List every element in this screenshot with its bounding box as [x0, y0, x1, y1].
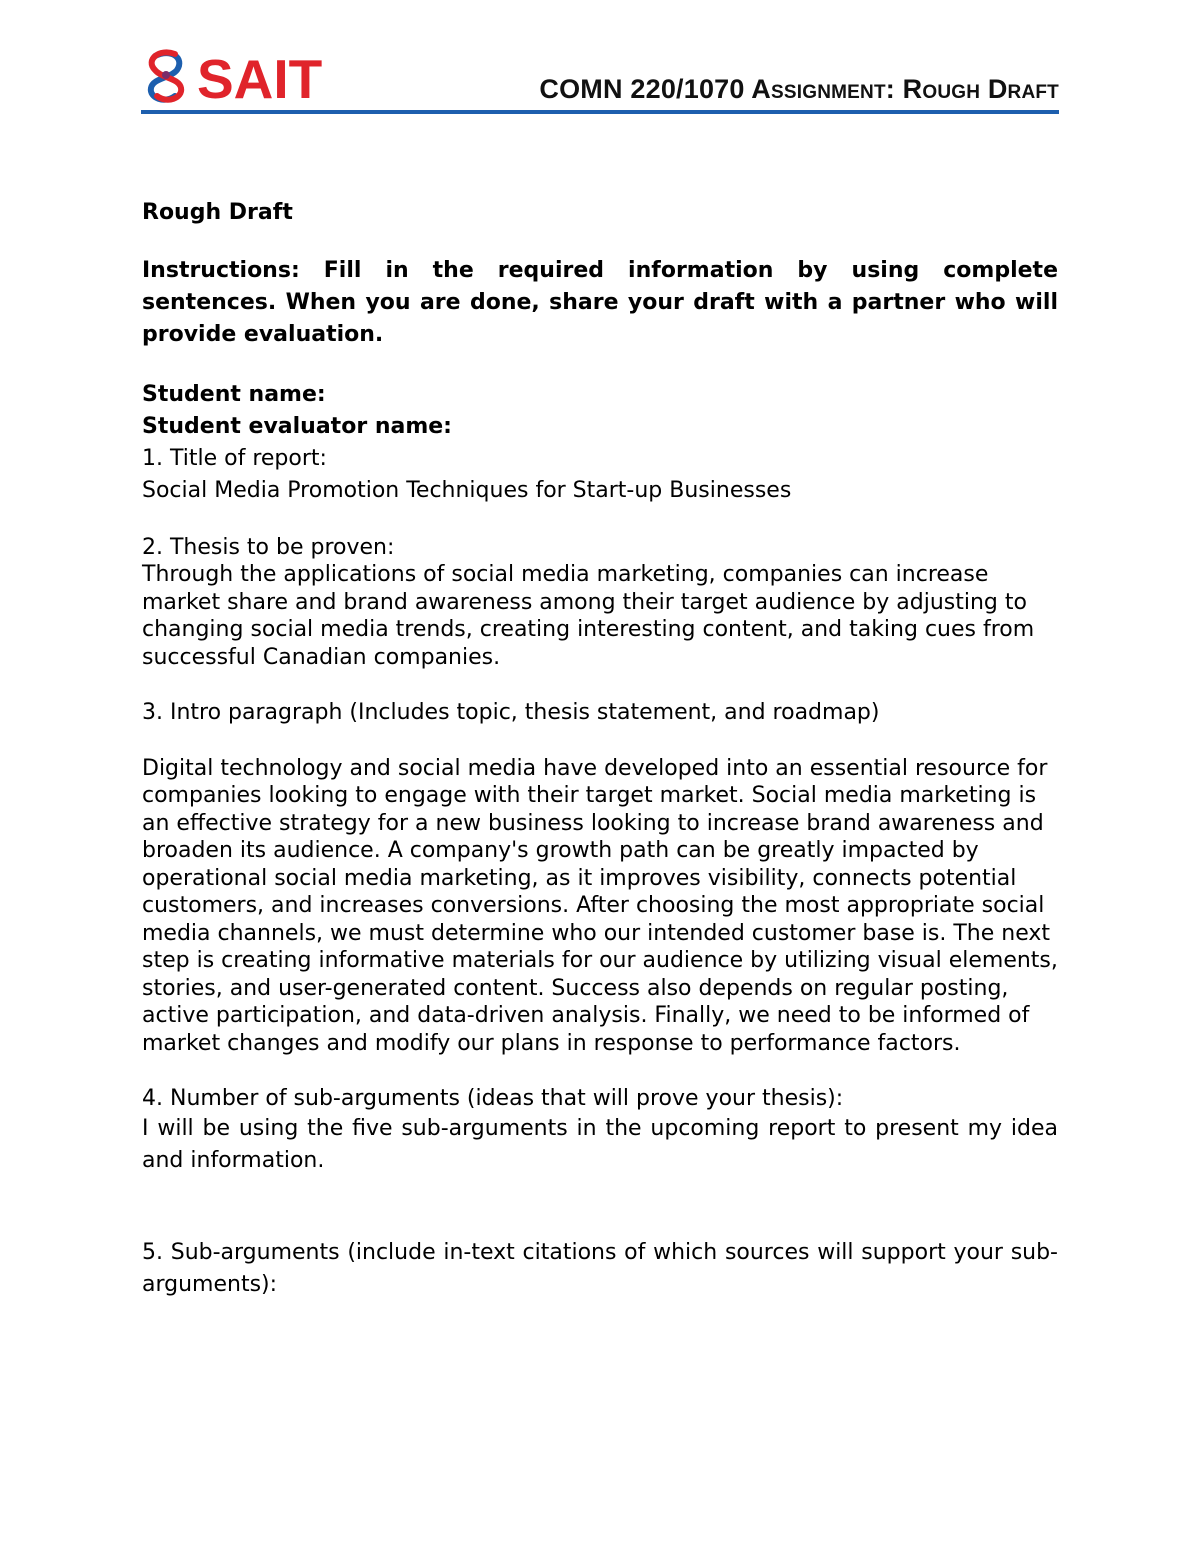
evaluator-name-label: Student evaluator name: — [142, 413, 452, 439]
q3-answer: Digital technology and social media have developed into an essential resource for companies looking to engage with their target market. Social media marketing is an effective strategy for a new business looking to increase brand awareness and broaden its audience. A company's growth path can be greatly impacted by operational social media marketing, as it improves visibility, connects potential customers, and increases conversions. After choosing the most appropriate social media channels, we must determine who our intended customer base is. The next step is creating informative materials for our audience by utilizing visual elements, stories, and user-generated content. Success also depends on regular posting, active participation, and data-driven analysis. Finally, we need to be informed of market changes and modify our plans in response to performance factors. — [142, 755, 1058, 1056]
sait-logo — [141, 48, 336, 104]
header-rule — [141, 110, 1059, 114]
sait-emblem-icon — [151, 52, 181, 99]
q2-answer: Through the applications of social media marketing, companies can increase market share and brand awareness among their target audience by adjusting to changing social media trends, creating interesting content, and taking cues from successful Canadian companies. — [142, 562, 1035, 670]
logo-wordmark: SAIT — [197, 48, 323, 104]
document-header — [141, 44, 1059, 116]
q1-label: 1. Title of report: — [142, 445, 327, 471]
instructions: Instructions: Fill in the required information by using complete sentences. When you are done, share your draft with a partner who will provide evaluation. — [142, 257, 1058, 347]
q5-label: 5. Sub-arguments (include in-text citations of which sources will support your sub-arguments): — [142, 1239, 1058, 1297]
q1-answer: Social Media Promotion Techniques for Start-up Businesses — [142, 477, 792, 503]
student-name-label: Student name: — [142, 381, 326, 407]
document-body — [142, 199, 1058, 1301]
q4-answer: I will be using the five sub-arguments in the upcoming report to present my idea and information. — [142, 1115, 1058, 1173]
q3-label: 3. Intro paragraph (Includes topic, thesis statement, and roadmap) — [142, 700, 880, 725]
q4-label: 4. Number of sub-arguments (ideas that will prove your thesis): — [142, 1086, 844, 1111]
q2-label: 2. Thesis to be proven: — [142, 534, 395, 560]
sait-logo-graphic — [141, 48, 336, 104]
assignment-title: COMN 220/1070 Assignment: Rough Draft — [539, 74, 1059, 104]
doc-heading: Rough Draft — [142, 200, 293, 225]
